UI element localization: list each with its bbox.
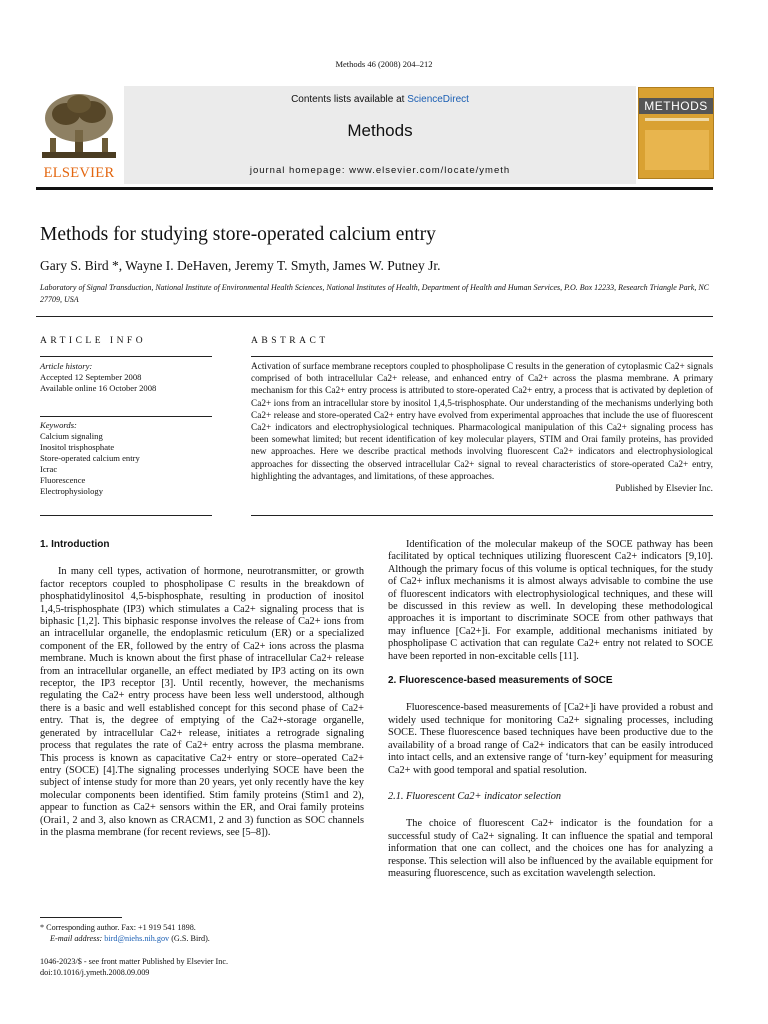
accepted-date: Accepted 12 September 2008 bbox=[40, 372, 142, 382]
tree-logo-icon bbox=[36, 90, 122, 162]
right-column bbox=[388, 539, 713, 880]
article-info-rule bbox=[40, 356, 212, 357]
section-2-paragraph: Fluorescence-based measurements of [Ca2+]i have provided a robust and widely used technique for monitoring Ca2+ signaling processes, including SOCE. These fluorescence based techniques have been productive due to the availability of a broad range of Ca2+ indicators that can be easily introduced into intact cells, and an extensive range of ‘turn-key’ equipment for measuring Ca2+ with good temporal and spatial resolution. bbox=[388, 702, 713, 776]
keyword-item: Inositol trisphosphate bbox=[40, 442, 115, 452]
cover-subtitle-bar bbox=[645, 118, 709, 121]
bottom-matter bbox=[40, 956, 364, 978]
contents-line bbox=[124, 94, 636, 105]
section-2-heading: 2. Fluorescence-based measurements of SOCE bbox=[388, 675, 613, 687]
doi-line[interactable]: doi:10.1016/j.ymeth.2008.09.009 bbox=[40, 968, 150, 977]
keywords-block bbox=[40, 420, 212, 497]
journal-title: Methods bbox=[347, 121, 413, 140]
abstract-text: Activation of surface membrane receptors coupled to phospholipase C results in the generation of cytoplasmic Ca2+ signals comprised of both intracellular Ca2+ release, and enhanced entry of Ca2+ across the plasma membrane. A primary mechanism for this Ca2+ entry process is attributed to store-operated Ca2+ entry, a process that is activated by depletion of Ca2+ ions from an intracellular store by inositol 1,4,5-trisphosphate. Our understanding of the mechanisms underlying both Ca2+ release and store-operated Ca2+ entry have evolved from experimental approaches that include the use of fluorescent Ca2+ indicators and electrophysiological techniques. Pharmacological manipulation of this Ca2+ signaling process has been somewhat limited; but recent identification of key molecular players, STIM and Orai family proteins, has provided new approaches. Here we describe practical methods involving fluorescent Ca2+ indicators and electrophysiological approaches for dissecting the observed intracellular Ca2+ signal to reveal characteristics of store-operated Ca2+ entry, highlighting the advantages, and limitations, of these approaches. bbox=[251, 362, 713, 482]
section-2-1-heading: 2.1. Fluorescent Ca2+ indicator selection bbox=[388, 790, 562, 802]
email-suffix: (G.S. Bird). bbox=[169, 934, 210, 943]
article-info-bottom-rule bbox=[40, 515, 212, 516]
email-link[interactable]: bird@niehs.nih.gov bbox=[104, 934, 170, 943]
issn-line: 1046-2023/$ - see front matter Published by Elsevier Inc. bbox=[40, 957, 229, 966]
article-info-heading: ARTICLE INFO bbox=[40, 336, 147, 346]
article-title: Methods for studying store-operated calcium entry bbox=[40, 224, 436, 245]
history-label: Article history: bbox=[40, 361, 93, 371]
keyword-item: Icrac bbox=[40, 464, 58, 474]
journal-homepage[interactable]: journal homepage: www.elsevier.com/locate/ymeth bbox=[249, 165, 511, 176]
header-rule bbox=[36, 187, 713, 190]
journal-citation: Methods 46 (2008) 204–212 bbox=[335, 59, 433, 69]
contents-prefix: Contents lists available at bbox=[291, 94, 408, 105]
title-rule bbox=[36, 316, 713, 317]
abstract-body bbox=[251, 361, 713, 495]
intro-paragraph: In many cell types, activation of hormone, neurotransmitter, or growth factor receptors coupled to phospholipase C results in the breakdown of phosphatidylinositol 4,5-bisphosphate, resulting in production of inositol 1,4,5-trisphosphate (IP3) which stimulates a Ca2+ signaling process that is biphasic [1,2]. This biphasic response involves the release of Ca2+ ions from an intracellular organelle, the endoplasmic reticulum (ER) or a specialized component of the ER, followed by the entry of Ca2+ ions across the plasma membrane. Much is known about the first phase of intracellular Ca2+ release from an intracellular organelle, an effect mediated by IP3 acting on its own receptor, the IP3 receptor [3]. Until recently, however, the mechanisms regulating the Ca2+ entry process have been less well understood, although there is a basic and well established concept for this second phase of Ca2+ entry. That is, the degree of emptying of the Ca2+-storage organelle, generated by intracellular Ca2+ release, initiates a retrograde signaling process that regulates the rate of Ca2+ entry across the plasma membrane. This process is known as capacitative Ca2+ entry or store–operated Ca2+ entry (SOCE) [4].The signaling processes underlying SOCE have been the subject of intense study for more than 20 years, yet only recently have the key molecular components been identified. Stim family proteins (Stim1 and 2), appear to function as Ca2+ sensors within the ER, and Orai family proteins (Orai1, 2 and 3, also known as CRACM1, 2 and 3) function as SOC channels in the plasma membrane (for recent reviews, see [5–8]). bbox=[40, 566, 364, 838]
section-2-1-paragraph: The choice of fluorescent Ca2+ indicator is the foundation for a successful study of Ca2+ signaling. It can influence the spatial and temporal information that one can collect, and the choices one has for analyzing a response. This selection will also be influenced by the available equipment for measuring fluorescence, such as excitation wavelength selection. bbox=[388, 818, 713, 879]
journal-header bbox=[124, 86, 636, 184]
email-line bbox=[40, 933, 364, 944]
keyword-item: Electrophysiology bbox=[40, 486, 104, 496]
journal-cover bbox=[638, 87, 714, 179]
corresponding-author-note: * Corresponding author. Fax: +1 919 541 1898. bbox=[40, 923, 196, 932]
published-by: Published by Elsevier Inc. bbox=[615, 484, 713, 495]
keywords-label: Keywords: bbox=[40, 420, 77, 430]
publisher-name: ELSEVIER bbox=[43, 165, 115, 181]
abstract-bottom-rule bbox=[251, 515, 713, 516]
email-label: E-mail address: bbox=[50, 934, 105, 943]
sciencedirect-link[interactable]: ScienceDirect bbox=[407, 94, 469, 105]
author-list: Gary S. Bird *, Wayne I. DeHaven, Jeremy T. Smyth, James W. Putney Jr. bbox=[40, 258, 441, 273]
keyword-item: Store-operated calcium entry bbox=[40, 453, 140, 463]
right-paragraph: Identification of the molecular makeup of the SOCE pathway has been facilitated by optical techniques utilizing fluorescent Ca2+ indicators [9,10]. Although the primary focus of this volume is optical techniques, for the study of Ca2+ influx mechanisms it is almost always advisable to combine the use of fluorescent indicators with electrophysiological techniques, and these will be discussed in this review as well. In developing these methodological approaches it is important to discriminate SOCE from other pathways that may influence [Ca2+]i. For example, additional mechanisms initiated by phospholipase C activation that can regulate Ca2+ entry not related to SOCE have been reported in non-excitable cells [11]. bbox=[388, 539, 713, 662]
keyword-item: Fluorescence bbox=[40, 475, 86, 485]
footnote-rule bbox=[40, 917, 122, 918]
cover-title: METHODS bbox=[639, 98, 713, 114]
elsevier-logo bbox=[36, 90, 122, 182]
left-column bbox=[40, 539, 364, 839]
available-date: Available online 16 October 2008 bbox=[40, 383, 157, 393]
affiliation: Laboratory of Signal Transduction, National Institute of Environmental Health Sciences, National Institutes of Health, Department of Health and Human Services, P.O. Box 12233, Research Triangle Park, NC 27709, USA bbox=[40, 283, 709, 304]
keywords-rule bbox=[40, 416, 212, 417]
cover-art bbox=[645, 130, 709, 170]
section-1-heading: 1. Introduction bbox=[40, 539, 110, 550]
abstract-heading: ABSTRACT bbox=[251, 336, 329, 346]
abstract-rule bbox=[251, 356, 713, 357]
article-history bbox=[40, 361, 212, 394]
footnotes bbox=[40, 922, 364, 944]
keyword-item: Calcium signaling bbox=[40, 431, 103, 441]
